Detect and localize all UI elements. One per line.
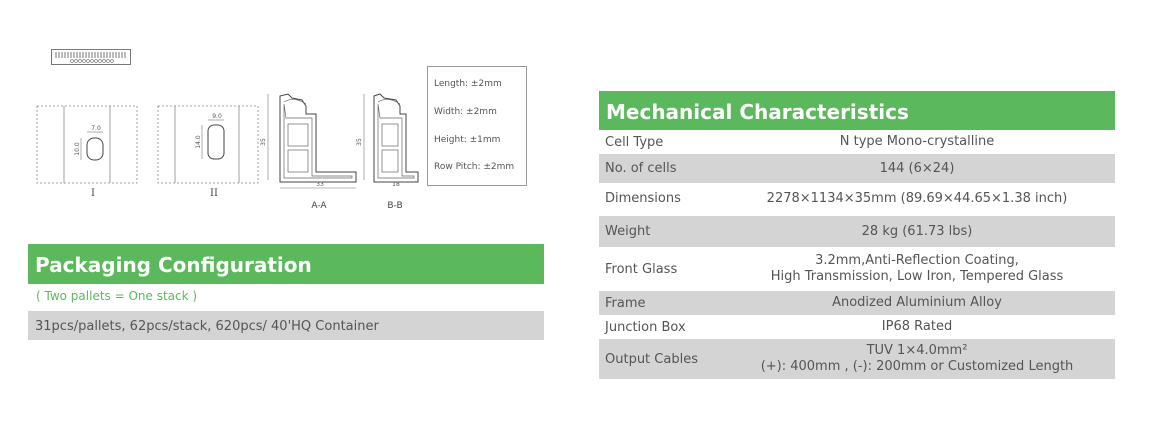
table-row	[599, 315, 1115, 339]
row-value: 3.2mm,Anti-Reflection Coating,	[815, 253, 1019, 268]
tolerance-length: Length: ±2mm	[434, 79, 502, 89]
table-row	[599, 291, 1115, 315]
mechanical-table	[599, 130, 1115, 379]
tolerance-box	[427, 66, 527, 186]
row-label: Front Glass	[605, 261, 678, 277]
profile-a-caption: A-A	[311, 201, 327, 211]
row-value: IP68 Rated	[881, 319, 953, 334]
row-label: No. of cells	[605, 161, 677, 176]
row-value: 2278×1134×35mm (89.69×44.65×1.38 inch)	[766, 190, 1068, 206]
junction-box-view-ii	[157, 105, 259, 185]
view-ii-caption: II	[210, 188, 218, 199]
row-value: TUV 1×4.0mm²	[866, 343, 968, 358]
mechanical-title: Mechanical Characteristics	[599, 91, 1115, 130]
profile-b-caption: B-B	[387, 201, 403, 211]
row-value: 144 (6×24)	[879, 160, 955, 176]
table-row	[599, 247, 1115, 291]
row-label: Frame	[605, 295, 646, 311]
row-label: Weight	[605, 224, 651, 239]
table-row	[599, 216, 1115, 247]
profile-a-height-dim: 35	[260, 138, 267, 146]
frame-profile-a-a	[258, 92, 362, 192]
packaging-note: ( Two pallets = One stack )	[36, 289, 198, 303]
view-ii-width-dim: 9.0	[212, 113, 222, 120]
row-label: Output Cables	[605, 351, 698, 367]
row-value: N type Mono-crystalline	[839, 134, 995, 149]
view-ii-height-dim: 14.0	[195, 135, 202, 149]
table-row	[599, 154, 1115, 183]
row-label: Cell Type	[605, 134, 664, 150]
profile-a-width-dim: 33	[316, 181, 324, 188]
table-row	[599, 130, 1115, 154]
row-label: Dimensions	[605, 191, 681, 206]
profile-b-width-dim: 18	[392, 181, 400, 188]
view-i-height-dim: 10.0	[74, 142, 81, 156]
tolerance-width: Width: ±2mm	[434, 107, 497, 117]
packaging-detail: 31pcs/pallets, 62pcs/stack, 620pcs/ 40'HQ Container	[28, 311, 544, 340]
junction-box-view-i	[36, 105, 138, 185]
frame-profile-b-b	[356, 92, 420, 192]
tolerance-height: Height: ±1mm	[434, 135, 501, 145]
view-i-width-dim: 7.0	[91, 125, 101, 132]
table-row	[599, 339, 1115, 379]
row-value-line-2: High Transmission, Low Iron, Tempered Glass	[770, 269, 1064, 284]
row-value: Anodized Aluminium Alloy	[832, 295, 1002, 310]
row-value-line-2: (+): 400mm , (-): 200mm or Customized Length	[760, 359, 1074, 374]
table-row	[599, 183, 1115, 214]
row-label: Junction Box	[605, 319, 686, 335]
view-i-caption: I	[91, 188, 95, 199]
tolerance-row-pitch: Row Pitch: ±2mm	[434, 162, 515, 172]
row-value: 28 kg (61.73 lbs)	[861, 223, 973, 239]
packaging-title: Packaging Configuration	[28, 244, 544, 284]
barcode-label	[51, 49, 131, 65]
profile-b-height-dim: 35	[356, 138, 363, 146]
